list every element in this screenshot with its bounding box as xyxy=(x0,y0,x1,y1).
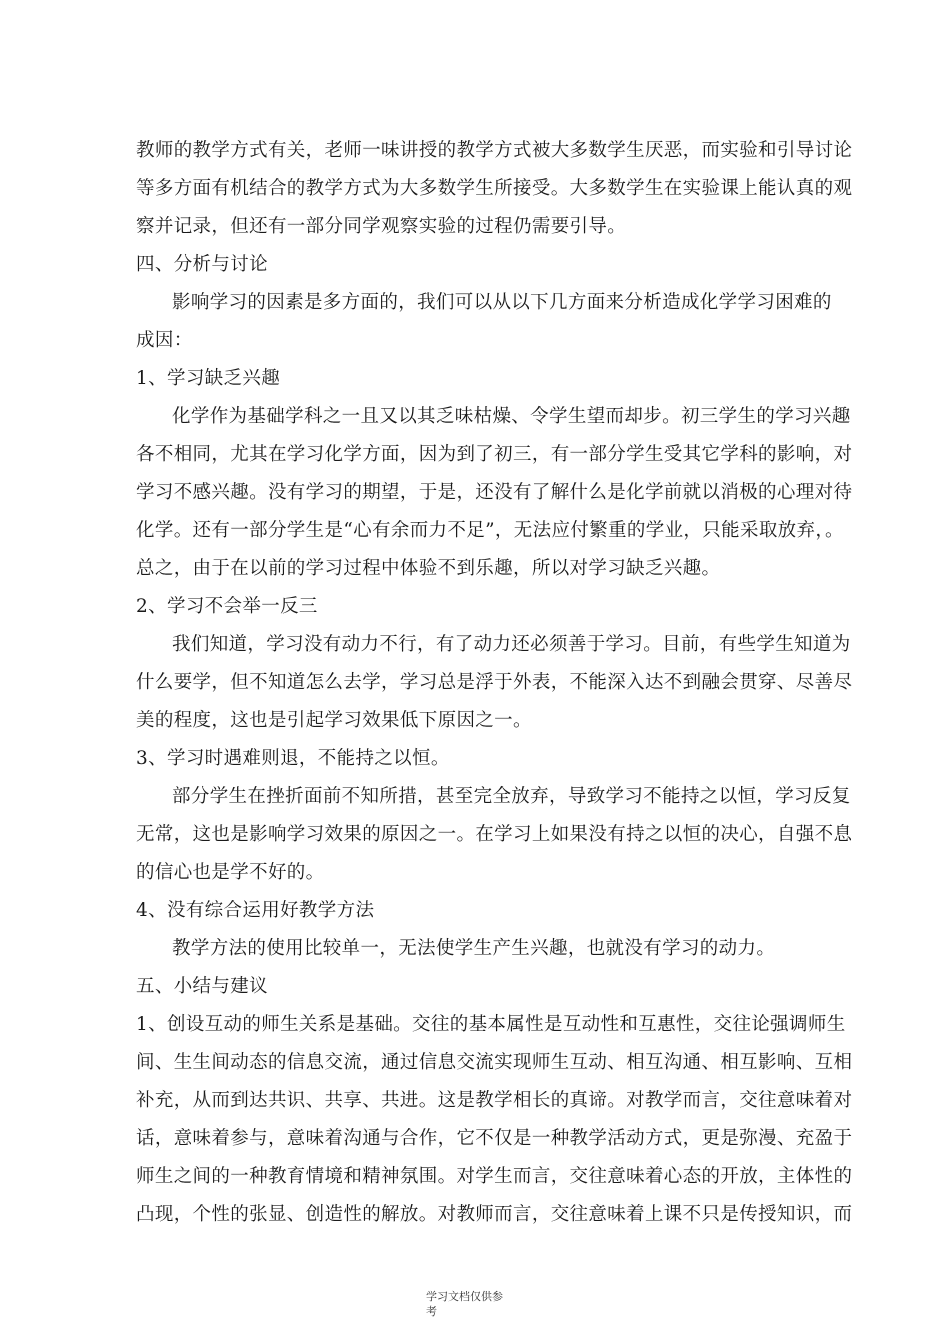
body-line: 凸现，个性的张显、创造性的解放。对教师而言，交往意味着上课不只是传授知识，而 xyxy=(136,1203,853,1225)
body-line: 教学方法的使用比较单一，无法使学生产生兴趣，也就没有学习的动力。 xyxy=(172,937,776,959)
body-line: 教师的教学方式有关，老师一味讲授的教学方式被大多数学生厌恶，而实验和引导讨论 xyxy=(136,139,853,161)
subsection-heading: 3、学习时遇难则退，不能持之以恒。 xyxy=(136,747,450,769)
body-line: 察并记录，但还有一部分同学观察实验的过程仍需要引导。 xyxy=(136,215,627,237)
body-line: 1、创设互动的师生关系是基础。交往的基本属性是互动性和互惠性，交往论强调师生 xyxy=(136,1013,846,1035)
subsection-heading: 4、没有综合运用好教学方法 xyxy=(136,899,375,921)
body-line: 师生之间的一种教育情境和精神氛围。对学生而言，交往意味着心态的开放，主体性的 xyxy=(136,1165,853,1187)
subsection-heading: 2、学习不会举一反三 xyxy=(136,595,318,617)
body-line: 什么要学，但不知道怎么去学，学习总是浮于外表，不能深入达不到融会贯穿、尽善尽 xyxy=(136,671,853,693)
body-line: 间、生生间动态的信息交流，通过信息交流实现师生互动、相互沟通、相互影响、互相 xyxy=(136,1051,853,1073)
body-line: 等多方面有机结合的教学方式为大多数学生所接受。大多数学生在实验课上能认真的观 xyxy=(136,177,853,199)
body-line: 部分学生在挫折面前不知所措，甚至完全放弃，导致学习不能持之以恒，学习反复 xyxy=(172,785,851,807)
footer-note: 考 xyxy=(426,1305,437,1318)
body-line: 的信心也是学不好的。 xyxy=(136,861,325,883)
body-line: 总之，由于在以前的学习过程中体验不到乐趣，所以对学习缺乏兴趣。 xyxy=(136,557,721,579)
footer-note: 学习文档仅供参 xyxy=(426,1290,503,1303)
body-line: 化学。还有一部分学生是“心有余而力不足”，无法应付繁重的学业，只能采取放弃，。 xyxy=(136,519,844,541)
body-line: 各不相同，尤其在学习化学方面，因为到了初三，有一部分学生受其它学科的影响，对 xyxy=(136,443,853,465)
section-heading: 五、小结与建议 xyxy=(136,975,268,997)
body-line: 化学作为基础学科之一且又以其乏味枯燥、令学生望而却步。初三学生的学习兴趣 xyxy=(172,405,851,427)
body-line: 话，意味着参与，意味着沟通与合作，它不仅是一种教学活动方式，更是弥漫、充盈于 xyxy=(136,1127,853,1149)
body-line: 我们知道，学习没有动力不行，有了动力还必须善于学习。目前，有些学生知道为 xyxy=(172,633,851,655)
body-line: 美的程度，这也是引起学习效果低下原因之一。 xyxy=(136,709,532,731)
body-line: 学习不感兴趣。没有学习的期望，于是，还没有了解什么是化学前就以消极的心理对待 xyxy=(136,481,853,503)
body-line: 无常，这也是影响学习效果的原因之一。在学习上如果没有持之以恒的决心，自强不息 xyxy=(136,823,853,845)
body-line: 成因： xyxy=(136,329,193,351)
body-line: 补充，从而到达共识、共享、共进。这是教学相长的真谛。对教学而言，交往意味着对 xyxy=(136,1089,853,1111)
subsection-heading: 1、学习缺乏兴趣 xyxy=(136,367,281,389)
section-heading: 四、分析与讨论 xyxy=(136,253,268,275)
body-line: 影响学习的因素是多方面的，我们可以从以下几方面来分析造成化学学习困难的 xyxy=(172,291,832,313)
